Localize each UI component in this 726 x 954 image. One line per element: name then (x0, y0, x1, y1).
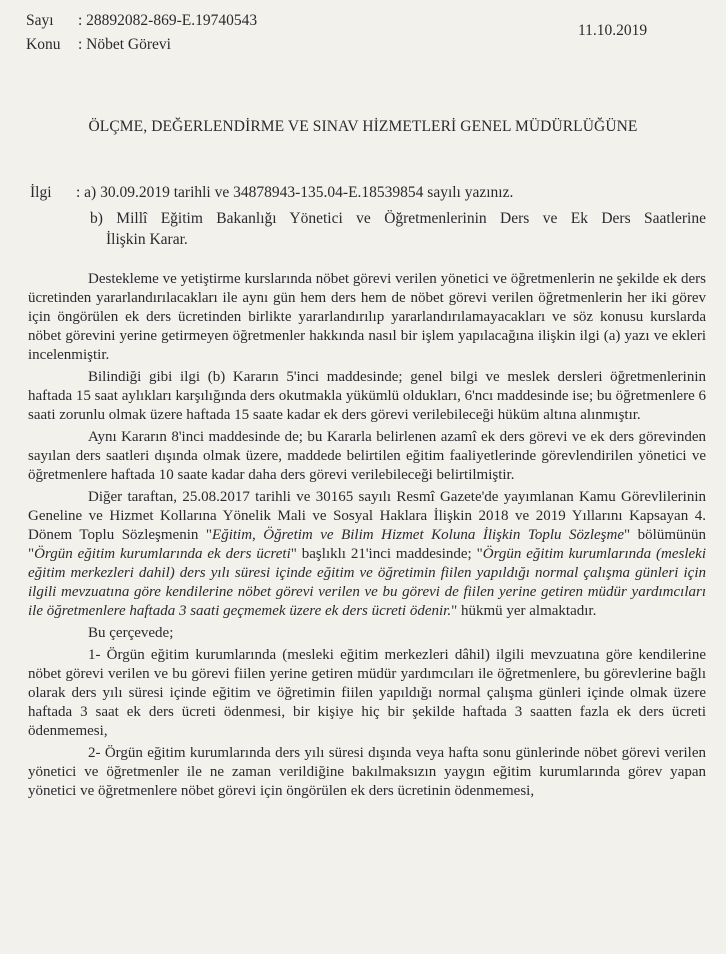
paragraph-4 (28, 488, 706, 621)
ilgi-a-row (30, 184, 513, 202)
konu-label: Konu (26, 36, 61, 53)
p4-text-a: Diğer taraftan, 25.08.2017 tarihli ve 30165 sayılı Resmî Gazete'de yayımlanan Kamu Görevlilerinin Geneline ve Hizmet Kollarına Yönelik Mali ve Sosyal Haklara İlişkin 2018 ve 2019 Yıllarını Kapsayan 4. Dönem Toplu Sözleşmenin " (28, 489, 706, 543)
konu-row (26, 36, 171, 54)
ilgi-b-line1: b) Millî Eğitim Bakanlığı Yönetici ve Öğretmenlerinin Ders ve Ek Ders Saatlerine (90, 210, 706, 227)
p4-article-title: Örgün eğitim kurumlarında ek ders ücreti (34, 546, 291, 562)
p4-text-e: " başlıklı 21'inci maddesinde; " (290, 546, 483, 562)
p4-text-g: " hükmü yer almaktadır. (451, 603, 597, 619)
p4-quote: Örgün eğitim kurumlarında (mesleki eğitim merkezleri dahil) ders yılı süresi içinde eğitim ve öğretimin fiilen yapıldığı normal çalışma günleri için ilgili mevzuatına göre kendilerine nöbet görevi verilen ve bu görevi de fiilen yerine getiren müdür yardımcıları ile öğretmenlere haftada 3 saati geçmemek üzere ek ders ücreti ödenir. (28, 546, 706, 619)
ilgi-b-line2: İlişkin Karar. (106, 231, 188, 248)
ilgi-label: İlgi (30, 184, 52, 201)
paragraph-5: Bu çerçevede; (88, 625, 174, 641)
paragraph-1: Destekleme ve yetiştirme kurslarında nöbet görevi verilen yönetici ve öğretmenlerin ne şekilde ek ders ücretinden yararlandırılacakları ile aynı gün hem ders hem de nöbet görevi verilen öğretmenlerin her iki görev için öngörülen ek ders ücretinden birlikte yararlandırılıp yararlandırılamayacakları ve söz konusu kurslarda nöbet görevini yerine getirmeyen öğretmenler hakkında nasıl bir işlem yapılacağına ilişkin ilgi (a) yazı ve ekleri incelenmiştir. (28, 271, 706, 363)
sayi-label: Sayı (26, 12, 54, 29)
ilgi-a: : a) 30.09.2019 tarihli ve 34878943-135.04-E.18539854 sayılı yazınız. (76, 184, 514, 201)
document-date: 11.10.2019 (578, 22, 648, 39)
p4-text-c: " bölümünün " (28, 527, 706, 562)
konu-value: : Nöbet Görevi (78, 36, 171, 53)
paragraph-2: Bilindiği gibi ilgi (b) Kararın 5'inci maddesinde; genel bilgi ve meslek dersleri öğretmenlerinin haftada 15 saat aylıkları karşılığında ders okutmakla yükümlü oldukları, 6'ncı maddesinde ise; bu öğretmenlere 6 saati zorunlu olmak üzere haftada 15 saate kadar ek ders görevi verilebileceği hüküm altına alınmıştır. (28, 369, 706, 423)
paragraph-3: Aynı Kararın 8'inci maddesinde de; bu Kararla belirlenen azamî ek ders görevi ve ek ders görevinden sayılan ders saatleri dışında olmak üzere, maddede belirtilen eğitim faaliyetlerinde görevlendirilen yönetici ve öğretmenlere haftada 10 saate kadar daha ders görevi verilebileceği belirtilmiştir. (28, 429, 706, 483)
sayi-value: : 28892082-869-E.19740543 (78, 12, 258, 29)
recipient-title: ÖLÇME, DEĞERLENDİRME VE SINAV HİZMETLERİ GENEL MÜDÜRLÜĞÜNE (88, 118, 638, 135)
paragraph-6: 1- Örgün eğitim kurumlarında (mesleki eğitim merkezleri dâhil) ilgili mevzuatına göre kendilerine nöbet görevi verilen ve bu görevi fiilen yerine getiren müdür yardımcıları ile öğretmenlere, bu görevlerine bağlı olarak ders yılı süresi içinde eğitim ve öğretimin fiilen yapıldığı normal çalışma günleri içinde olmak üzere haftada 3 saat ek ders ücreti ödenmesi, bir kişiye hiç bir şekilde haftada 3 saatten fazla ek ders ücreti ödenmemesi, (28, 647, 706, 739)
p4-section-name: Eğitim, Öğretim ve Bilim Hizmet Koluna İlişkin Toplu Sözleşme (212, 527, 625, 543)
letter-body (28, 270, 706, 801)
sayi-row (26, 12, 257, 30)
paragraph-7: 2- Örgün eğitim kurumlarında ders yılı süresi dışında veya hafta sonu günlerinde nöbet görevi verilen yönetici ve öğretmenler ile ne zaman verildiğine bakılmaksızın yaygın eğitim kurumlarında görev yapan yönetici ve öğretmenlere nöbet görevi için öngörülen ek ders ücretinin ödenmemesi, (28, 745, 706, 799)
